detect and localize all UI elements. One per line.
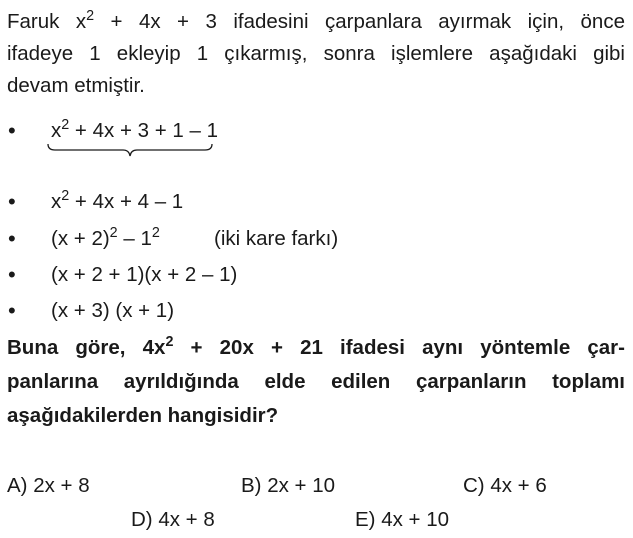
exponent: 2 — [61, 117, 70, 134]
step-expression: (x + 2 + 1)(x + 2 – 1) — [51, 263, 238, 286]
option-c[interactable]: C) 4x + 6 — [463, 474, 547, 497]
step-expression — [51, 223, 160, 255]
exponent: 2 — [61, 188, 70, 205]
intro-line-2: ifadeye 1 ekleyip 1 çıkarmış, sonra işlemlere aşağıdaki gibi — [7, 42, 625, 65]
intro-line-1 — [7, 6, 625, 38]
bullet-icon: • — [8, 298, 16, 323]
exponent: 2 — [165, 334, 174, 351]
option-b[interactable]: B) 2x + 10 — [241, 474, 336, 497]
bullet-icon: • — [8, 189, 16, 214]
solution-step-3 — [0, 223, 633, 255]
option-d[interactable]: D) 4x + 8 — [131, 508, 215, 531]
intro-text: Faruk x — [7, 10, 87, 33]
expr-part: (x + 2) — [51, 227, 110, 250]
option-a[interactable]: A) 2x + 8 — [7, 474, 90, 497]
exponent: 2 — [86, 8, 95, 25]
question-line-2: panlarına ayrıldığında elde edilen çarpanların toplamı — [7, 370, 625, 393]
question-line-1 — [7, 331, 625, 365]
step-expression: (x + 3) (x + 1) — [51, 299, 175, 322]
question-text: + 20x + 21 ifadesi aynı yöntemle çar- — [173, 336, 625, 359]
solution-step-2 — [0, 186, 633, 218]
bullet-icon: • — [8, 262, 16, 287]
step-expression — [51, 186, 183, 218]
exponent: 2 — [109, 225, 118, 242]
intro-text: + 4x + 3 ifadesini çarpanlara ayırmak için, önce — [94, 10, 625, 33]
expr-part: x — [51, 119, 62, 142]
solution-step-5 — [0, 295, 633, 327]
option-e[interactable]: E) 4x + 10 — [355, 508, 450, 531]
solution-step-4 — [0, 259, 633, 291]
question-line-3: aşağıdakilerden hangisidir? — [7, 404, 279, 427]
exponent: 2 — [151, 225, 160, 242]
bullet-icon: • — [8, 226, 16, 251]
underbrace-icon — [47, 142, 213, 158]
expr-part: + 4x + 4 – 1 — [69, 190, 184, 213]
expr-part: – 1 — [117, 227, 152, 250]
intro-line-3: devam etmiştir. — [7, 74, 145, 97]
bullet-icon: • — [8, 118, 16, 143]
expr-part: + 4x + 3 + 1 — [69, 119, 184, 142]
problem-intro — [7, 6, 625, 102]
expr-part: x — [51, 190, 62, 213]
question-stem — [7, 331, 625, 433]
expr-part: – 1 — [183, 119, 218, 142]
question-text: Buna göre, 4x — [7, 336, 166, 359]
step-note: (iki kare farkı) — [214, 227, 339, 250]
